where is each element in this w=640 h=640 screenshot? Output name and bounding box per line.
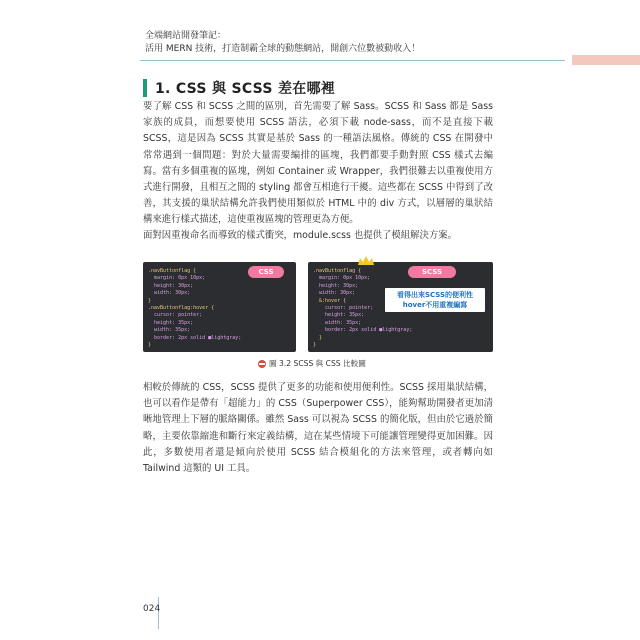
comparison-figure [143,262,493,352]
code-line: .navButtonflag { [313,268,362,274]
callout-note: 看得出來SCSS的便利性 hover不用重複編寫 [385,288,485,312]
caption-icon [258,360,266,368]
section-title: 1. CSS 與 SCSS 差在哪裡 [155,81,336,97]
code-line: } [148,297,152,304]
header-title-line1: 全端網站開發筆記： [145,31,227,41]
code-line: width: 30px; [148,290,191,297]
code-line: cursor: pointer; [148,312,203,319]
code-line: height: 30px; [313,282,359,289]
paragraph-module: 面對因重複命名而導致的樣式衝突，module.scss 也提供了模組解決方案。 [143,230,458,241]
code-line: height: 35px; [148,319,194,326]
code-line: border: 2px solid ■lightgray; [313,327,413,334]
figure-caption-text: 圖 3.2 SCSS 與 CSS 比較圖 [269,359,366,368]
code-line: .navButtonflag { [148,268,197,274]
header-title-line2: 活用 MERN 技術，打造制霸全球的動態網站，開創六位數被動收入！ [145,44,421,54]
code-line: height: 30px; [148,282,194,289]
code-line: &:hover { [313,297,347,304]
code-line: } [313,334,323,341]
paragraph-intro: 要了解 CSS 和 SCSS 之間的區別，首先需要了解 Sass。SCSS 和 Sass 都是 Sass 家族的成員，而想要使用 SCSS 語法，必須下載 node-sass，而不是直接下載 SCSS，這是因為 SCSS 其實是基於 Sass 的一種語法風格。傳統的 CSS 在開發中常常遇到一個問題：對於大量需要編排的區塊，我們都要手動對照 CSS 樣式去編寫。當有多個重複的區塊，例如 Container 或 Wrapper，我們很難去以重複使用方式進行開發，且相互之間的 styling 都會互相進行干擾。這些都在 SCSS 中得到了改善，其支援的巢狀結構允許我們使用類似於 HTML 中的 div 方式，以層層的巢狀結構來進行樣式描述，這使重複區塊的管理更為方便。 [143,101,493,226]
code-line: width: 30px; [313,290,356,297]
figure-caption [258,358,366,369]
code-line: width: 35px; [148,327,191,334]
section-heading [143,78,335,98]
code-line: .navButtonflag:hover { [148,305,215,312]
paragraph-comparison: 相較於傳統的 CSS，SCSS 提供了更多的功能和使用便利性。SCSS 採用巢狀結構，也可以看作是帶有「超能力」的 CSS（Superpower CSS），能夠幫助開發者更加清晰地管理上下層的脈絡關係。雖然 Sass 可以視為 SCSS 的簡化版，但由於它過於簡略，主要依靠縮進和斷行來定義結構，這在某些情境下可能讓管理變得更加困難。因此，多數使用者還是傾向於使用 SCSS 結合模組化的方法來管理，或者轉向如 Tailwind 這類的 UI 工具。 [143,382,493,475]
header-tab [572,55,640,65]
code-line: margin: 0px 10px; [313,275,371,282]
code-line: width: 35px; [313,319,362,326]
code-line: margin: 0px 10px; [148,275,206,282]
code-line: border: 2px solid ■lightgray; [148,334,242,341]
page-number: 024 [143,604,161,614]
section-accent-bar [143,79,147,97]
code-line: } [148,342,152,349]
code-line: height: 35px; [313,312,365,319]
crown-icon [357,256,375,266]
header-rule [140,60,565,61]
scss-label: SCSS [408,266,456,278]
running-header [145,30,565,56]
code-line: cursor: pointer; [313,305,374,312]
code-line: } [313,342,317,349]
css-label: CSS [248,266,284,278]
